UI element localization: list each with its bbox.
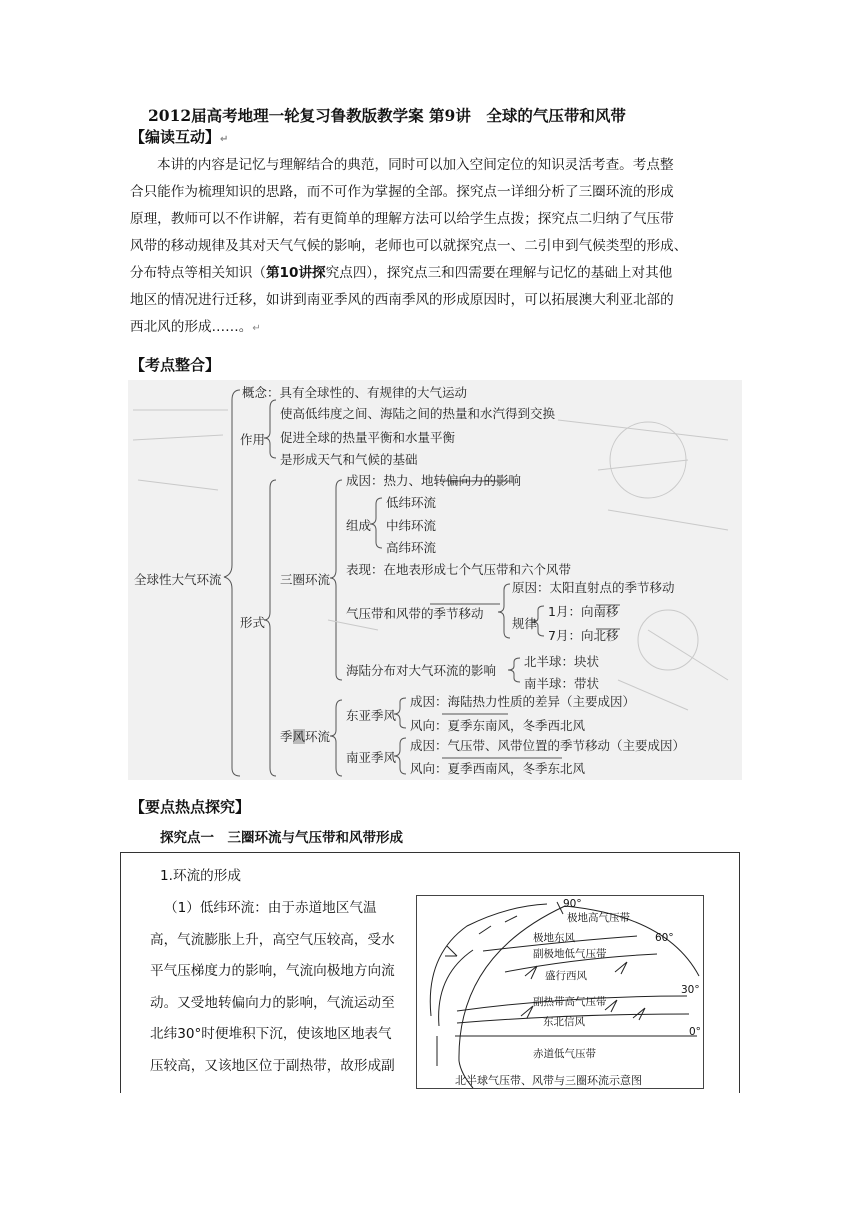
- zucheng-item-3: 高纬环流: [386, 540, 437, 555]
- ne-trade-label: 东北信风: [543, 1016, 585, 1028]
- intro-bold-ref: 第10讲探: [265, 265, 326, 281]
- zucheng-item-1: 低纬环流: [386, 495, 437, 510]
- sanquan-cause: 成因：热力、地转偏向力的影响: [346, 473, 522, 488]
- zuoyong-item-3: 是形成天气和气候的基础: [280, 452, 418, 467]
- seasonal-reason: 原因：太阳直射点的季节移动: [512, 580, 675, 595]
- lat-0-label: 0°: [689, 1026, 701, 1038]
- section-header-kaodian: 【考点整合】: [130, 356, 221, 374]
- box-line-2: 高，气流膨胀上升，高空气压较高，受水: [150, 931, 395, 948]
- dongya-label: 东亚季风: [346, 708, 397, 723]
- sanquan-expression: 表现：在地表形成七个气压带和六个风带: [346, 562, 572, 577]
- jifeng-label: 季风环流: [280, 729, 331, 744]
- dongya-wind: 风向：夏季东南风，冬季西北风: [410, 718, 586, 733]
- zucheng-label: 组成: [346, 518, 372, 533]
- nanya-cause: 成因：气压带、风带位置的季节移动（主要成因）: [410, 738, 686, 753]
- lat-90-label: 90°: [563, 898, 582, 910]
- zuoyong-item-1: 使高低纬度之间、海陆之间的热量和水汽得到交换: [280, 406, 556, 421]
- concept-map: [128, 380, 742, 780]
- intro-line-3: 原理，教师可以不作讲解，若有更简单的理解方法可以给学生点拨；探究点二归纳了气压带: [130, 211, 674, 227]
- box-line-5: 北纬30°时便堆积下沉，使该地区地表气: [150, 1026, 392, 1042]
- xingshi-label: 形式: [240, 615, 266, 630]
- tanjiu-title: 探究点一 三圈环流与气压带和风带形成: [160, 830, 403, 846]
- dongya-cause: 成因：海陆热力性质的差异（主要成因）: [410, 694, 636, 709]
- box-paragraph: [150, 893, 412, 1082]
- lat-60-label: 60°: [655, 932, 674, 944]
- subpolar-low-label: 副极地低气压带: [533, 948, 607, 960]
- box-line-1: （1）低纬环流：由于赤道地区气温: [164, 900, 377, 916]
- guilv-item-1: 1月：向南移: [548, 604, 619, 619]
- intro-paragraph: [130, 152, 740, 342]
- nanya-wind: 风向：夏季西南风，冬季东北风: [410, 761, 586, 776]
- subtropical-high-label: 副热带高气压带: [533, 996, 607, 1008]
- haelu-influence: 海陆分布对大气环流的影响: [346, 663, 497, 678]
- zucheng-item-2: 中纬环流: [386, 518, 437, 533]
- section-header-intro: 【编读互动】↵: [130, 128, 229, 146]
- intro-line-2: 合只能作为梳理知识的思路，而不可作为掌握的全部。探究点一详细分析了三圈环流的形成: [130, 184, 674, 200]
- intro-line-5: 分布特点等相关知识（第10讲探究点四），探究点三和四需要在理解与记忆的基础上对其他: [130, 265, 673, 281]
- box-heading: 1.环流的形成: [160, 868, 241, 884]
- polar-high-label: 极地高气压带: [567, 912, 630, 924]
- haelu-item-2: 南半球：带状: [524, 676, 600, 691]
- guilv-item-2: 7月：向北移: [548, 628, 619, 643]
- section-header-yaodian: 【要点热点探究】: [130, 798, 251, 816]
- haelu-item-1: 北半球：块状: [524, 654, 600, 669]
- concept-definition: 概念：具有全球性的、有规律的大气运动: [242, 385, 468, 400]
- zuoyong-label: 作用: [240, 432, 266, 447]
- equatorial-low-label: 赤道低气压带: [533, 1048, 596, 1060]
- zuoyong-item-2: 促进全球的热量平衡和水量平衡: [280, 430, 456, 445]
- figure-caption: 北半球气压带、风带与三圈环流示意图: [455, 1074, 642, 1087]
- page-title: 2012届高考地理一轮复习鲁教版教学案 第9讲 全球的气压带和风带: [148, 106, 626, 125]
- guilv-label: 规律: [512, 616, 538, 631]
- intro-line-4: 风带的移动规律及其对天气气候的影响，老师也可以就探究点一、二引申到气候类型的形成、: [130, 238, 688, 254]
- seasonal-shift: 气压带和风带的季节移动: [346, 606, 484, 621]
- intro-line-6: 地区的情况进行迁移，如讲到南亚季风的西南季风的形成原因时，可以拓展澳大利亚北部的: [130, 292, 674, 308]
- circulation-figure: [416, 895, 704, 1089]
- box-line-4: 动。又受地转偏向力的影响，气流运动至: [150, 994, 395, 1011]
- concept-root: 全球性大气环流: [134, 572, 222, 587]
- box-line-3: 平气压梯度力的影响，气流向极地方向流: [150, 963, 395, 979]
- sanquan-label: 三圈环流: [280, 572, 331, 587]
- intro-line-7: 西北风的形成……。↵: [130, 319, 261, 335]
- lat-30-label: 30°: [681, 984, 700, 996]
- box-line-6: 压较高，又该地区位于副热带，故形成副: [150, 1057, 395, 1074]
- nanya-label: 南亚季风: [346, 750, 397, 765]
- westerlies-label: 盛行西风: [545, 970, 587, 982]
- intro-line-1: 本讲的内容是记忆与理解结合的典范，同时可以加入空间定位的知识灵活考查。考点整: [157, 157, 674, 173]
- polar-east-label: 极地东风: [533, 932, 575, 944]
